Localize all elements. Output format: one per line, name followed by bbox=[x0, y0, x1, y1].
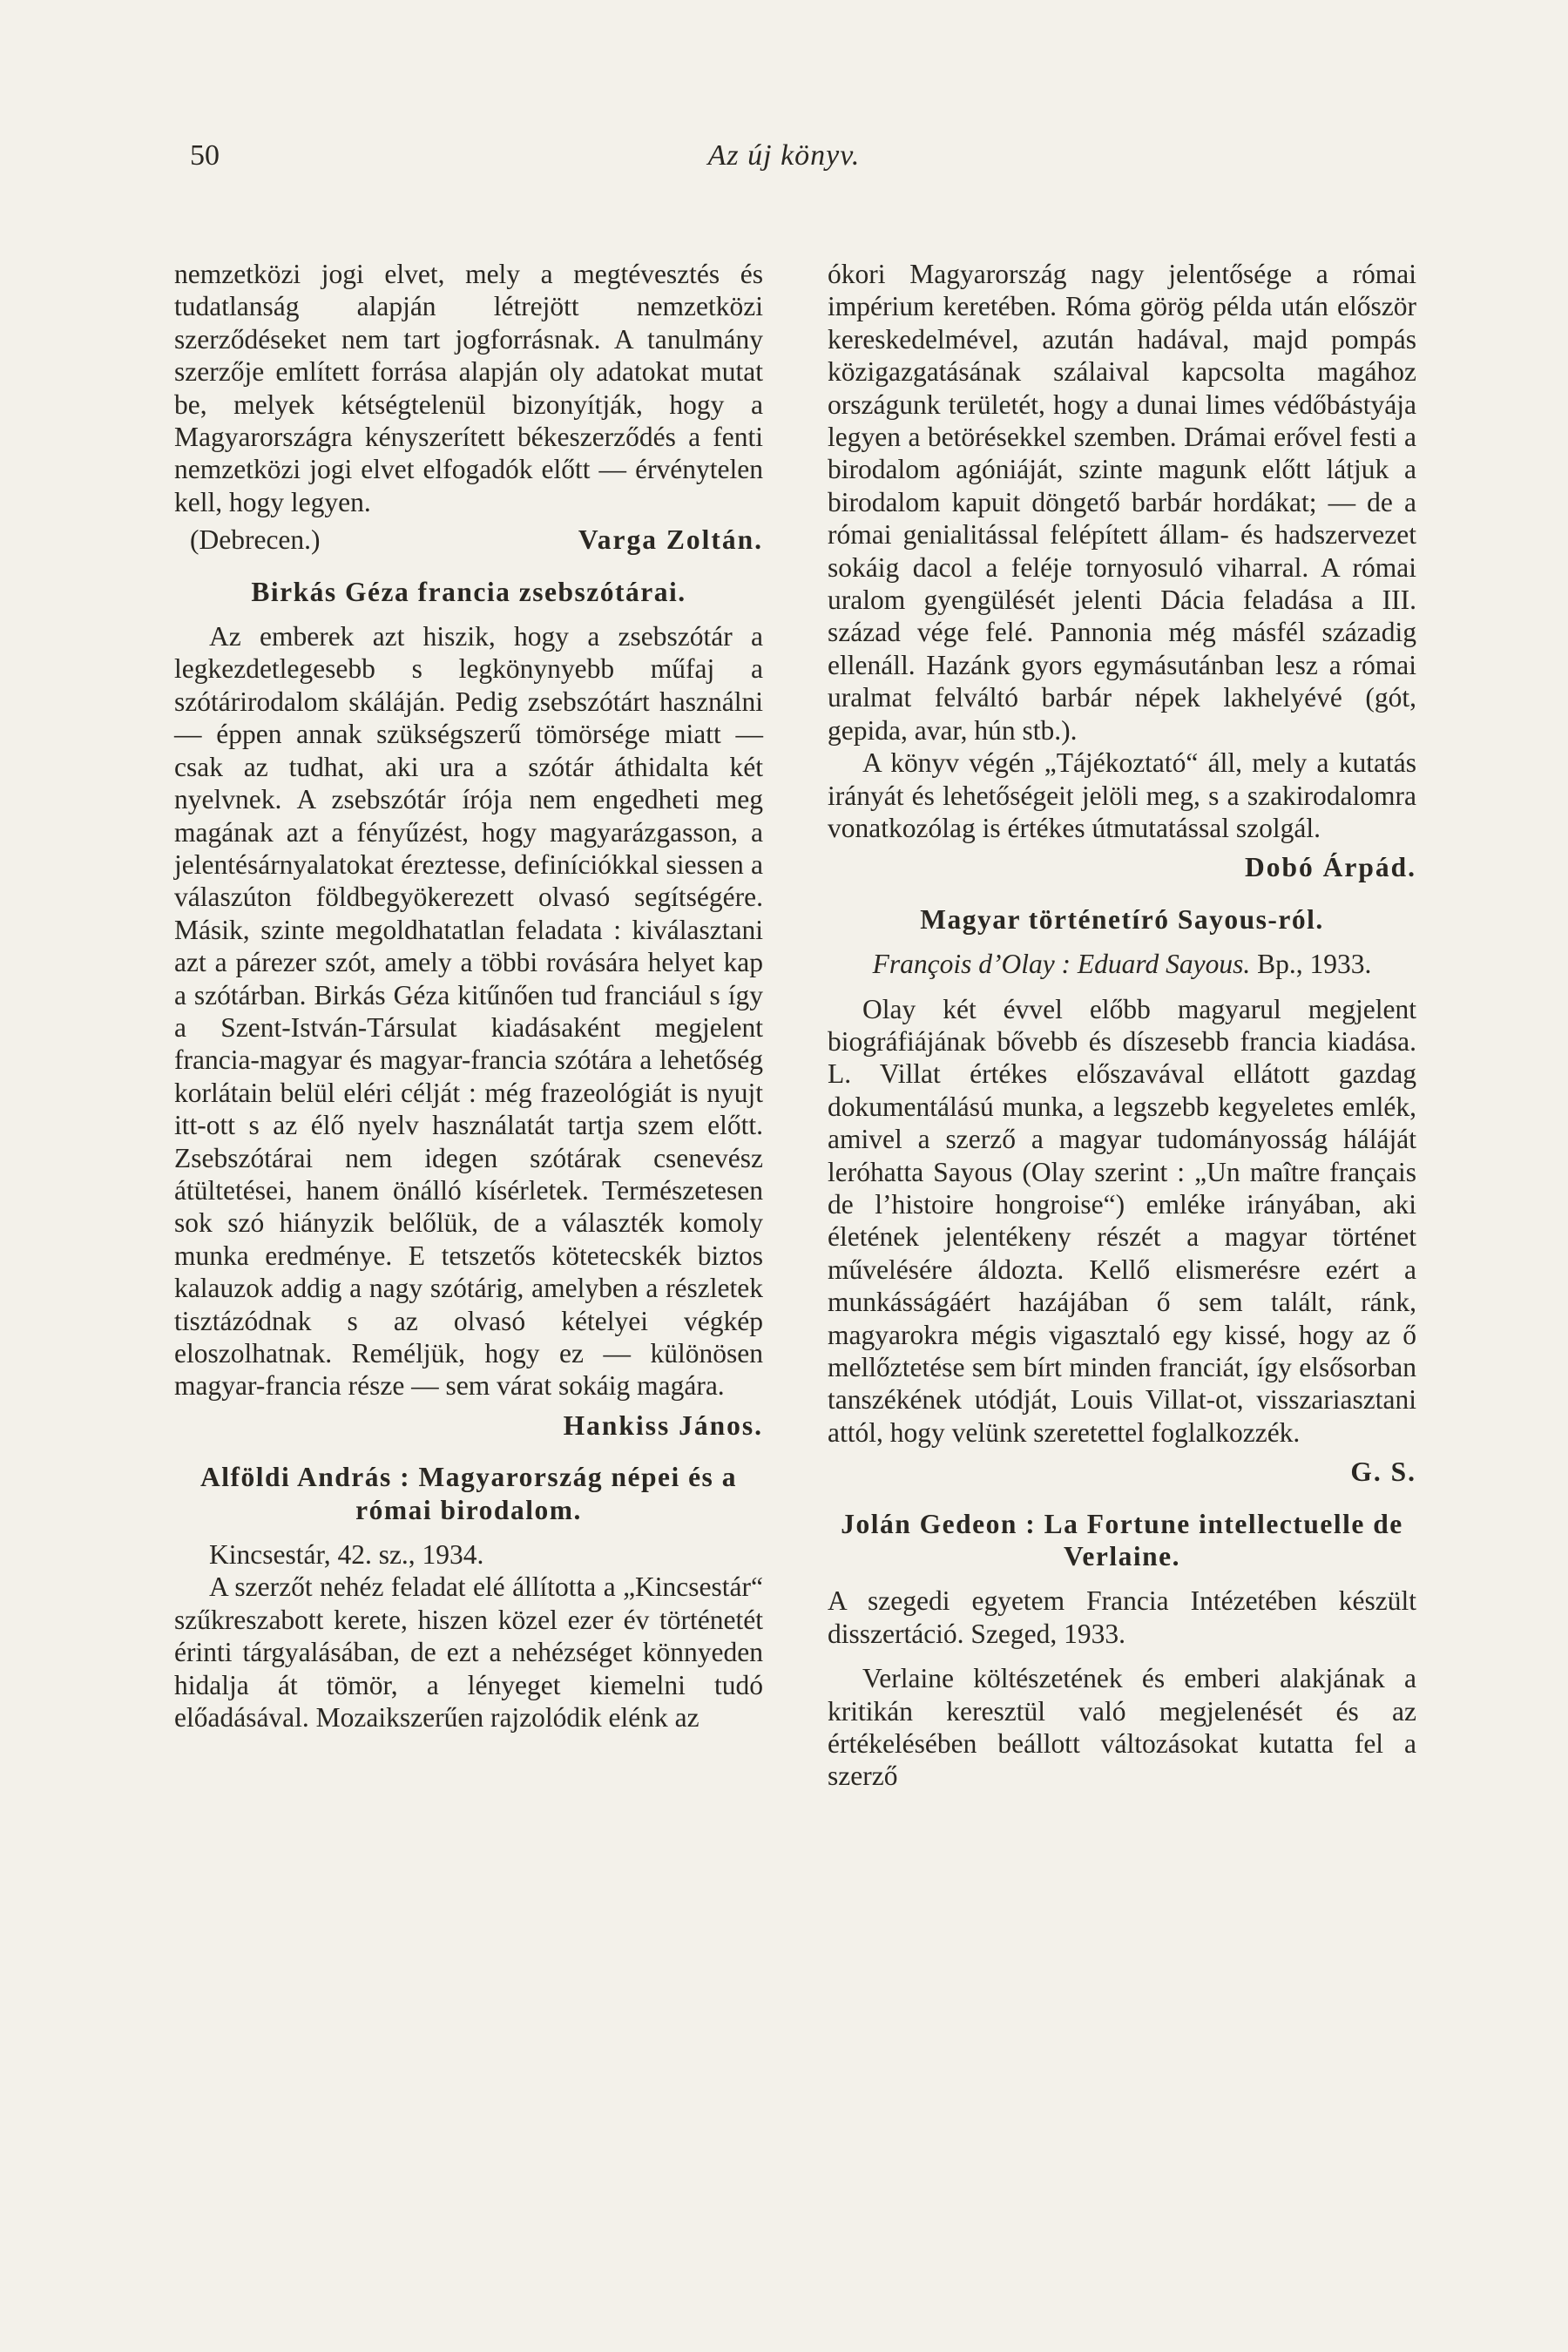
right-paragraph-4: Verlaine költészetének és emberi alakjának a kritikán keresztül való megjelenését és az értékelésében beállott változásokat kutatta fel a szerző bbox=[828, 1663, 1416, 1792]
left-signature-1 bbox=[174, 524, 763, 556]
review-heading-alfoldi: Alföldi András : Magyarország népei és a római birodalom. bbox=[200, 1462, 737, 1525]
signature-name: Varga Zoltán. bbox=[578, 524, 763, 556]
signature-place: (Debrecen.) bbox=[190, 524, 321, 556]
citation-szeged: A szegedi egyetem Francia Intézetében készült disszertáció. Szeged, 1933. bbox=[828, 1585, 1416, 1649]
signature-gs: G. S. bbox=[1350, 1456, 1416, 1488]
review-heading-birkas: Birkás Géza francia zsebszótárai. bbox=[251, 576, 686, 607]
review-heading-sayous: Magyar történetíró Sayous-ról. bbox=[920, 903, 1324, 935]
right-paragraph-1: ókori Magyarország nagy jelentősége a római impérium keretében. Róma görög példa után először kereskedelmével, azután hadával, majd pompás közigazgatásának szálaival kapcsolta magához országunk területét, hogy a dunai limes védőbástyája legyen a betörésekkel szemben. Drámai erővel festi a birodalom agóniáját, szinte magunk előtt látjuk a birodalom kapuit döngető barbár hordákat; — de a római genialitással felépített állam- és hadszervezet sokáig dacol a feléje tornyosuló viharral. A római uralom gyengülését jelenti Dácia feladása a III. század vége felé. Pannonia még másfél századig ellenáll. Hazánk gyors egymásutánban lesz a római uralmat felváltó barbár népek lakhelyévé (gót, gepida, avar, hún stb.). bbox=[828, 259, 1416, 746]
right-column bbox=[828, 258, 1416, 1793]
signature-dobo: Dobó Árpád. bbox=[1244, 852, 1416, 883]
page-number: 50 bbox=[190, 139, 220, 172]
signature-hankiss: Hankiss János. bbox=[563, 1409, 763, 1441]
citation-kincsestar: Kincsestár, 42. sz., 1934. bbox=[209, 1539, 484, 1571]
left-column bbox=[174, 258, 763, 1734]
running-title: Az új könyv. bbox=[707, 139, 861, 172]
right-paragraph-2: A könyv végén „Tájékoztató“ áll, mely a kutatás irányát és lehetőségeit jelöli meg, s a szakirodalomra vonatkozólag is értékes útmutatással szolgál. bbox=[828, 747, 1416, 843]
citation-olay-place: Bp., 1933. bbox=[1257, 949, 1372, 980]
left-paragraph-1: nemzetközi jogi elvet, mely a megtévesztés és tudatlanság alapján létrejött nemzetközi szerződéseket nem tart jogforrásnak. A tanulmány szerzője említett forrása alapján oly adatokat mutat be, melyek kétségtelenül bizonyítják, hogy a Magyarországra kényszerített békeszerződés a fenti nemzetközi jogi elvet elfogadók előtt — érvénytelen kell, hogy legyen. bbox=[174, 259, 763, 517]
left-paragraph-2: Az emberek azt hiszik, hogy a zsebszótár a legkezdetlegesebb s legkönynyebb műfaj a szótárirodalom skáláján. Pedig zsebszótárt használni — éppen annak szükségszerű tömörsége miatt — csak az tudhat, aki ura a szótár áthidalta két nyelvnek. A zsebszótár írója nem engedheti meg magának azt a fényűzést, hogy magyarázgasson, a jelentésárnyalatokat éreztesse, definíciókkal siessen a válaszúton földbegyökerezett olvasó segítségére. Másik, szinte megoldhatatlan feladata : kiválasztani azt a párezer szót, amely a többi rovására helyet kap a szótárban. Birkás Géza kitűnően tud franciául s így a Szent-István-Társulat kiadásaként megjelent francia-magyar és magyar-francia szótára a lehetőség korlátain belül eléri célját : még frazeológiát is nyujt itt-ott s az élő nyelv használatát tartja szem előtt. Zsebszótárai nem idegen szótárak csenevész átültetései, hanem önálló kísérletek. Természetesen sok szó hiányzik belőlük, de a választék komoly munka eredménye. E tetszetős kötetecskék biztos kalauzok addig a nagy szótárig, amelyben a részletek tisztázódnak s az olvasó kételyei végkép eloszolhatnak. Reméljük, hogy ez — különösen magyar-francia része — sem várat sokáig magára. bbox=[174, 621, 763, 1402]
citation-olay-title: François d’Olay : Eduard Sayous. bbox=[872, 949, 1251, 980]
citation-olay bbox=[828, 948, 1416, 980]
left-paragraph-3: A szerzőt nehéz feladat elé állította a „Kincsestár“ szűkreszabott kerete, hiszen közel ezer év történetét érinti tárgyalásában, de ezt a nehézséget könnyeden hidalja át tömör, a lényeget kiemelni tudó előadásával. Mozaikszerűen rajzolódik elénk az bbox=[174, 1571, 763, 1734]
review-heading-verlaine: Jolán Gedeon : La Fortune intellectuelle de Verlaine. bbox=[841, 1508, 1403, 1572]
right-paragraph-3: Olay két évvel előbb magyarul megjelent biográfiájának bővebb és díszesebb francia kiadása. L. Villat értékes előszavával ellátott gazdag dokumentálású munka, a legszebb kegyeletes emlék, amivel a szerző a magyar tudományosság háláját leróhatta Sayous (Olay szerint : „Un maître français de l’histoire hongroise“) emléke irányában, aki életének jelentékeny részét a magyar történet művelésére áldozta. Kellő elismerésre ezért a munkásságáért hazájában ő sem talált, ránk, magyarokra mégis vigasztaló egy kissé, hogy az ő mellőztetése sem bírt minden franciát, így elsősorban tanszékének utódját, Louis Villat-ot, visszariasztani attól, hogy velünk szeretettel foglalkozzék. bbox=[828, 993, 1416, 1448]
